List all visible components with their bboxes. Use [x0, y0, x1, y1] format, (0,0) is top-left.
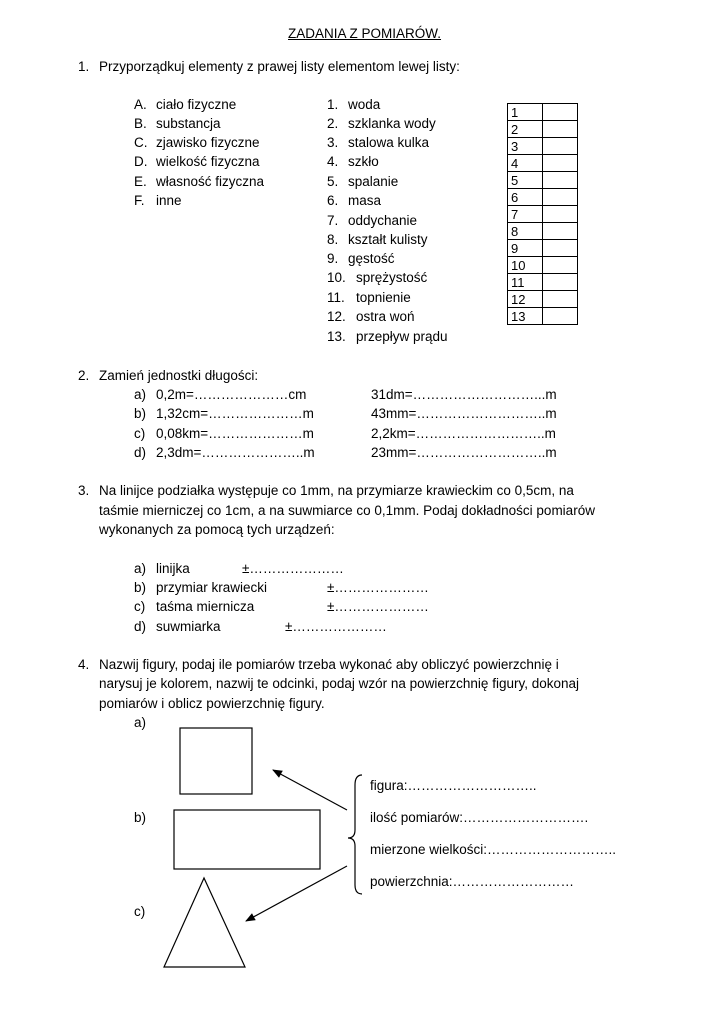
- right-item-label: oddychanie: [348, 213, 418, 228]
- task2-item-left: 0,08km=…………………m: [156, 426, 314, 441]
- answer-row-number: 1: [508, 104, 543, 121]
- task3-line: taśmie mierniczej co 1cm, a na suwmiarce co 0,1mm. Podaj dokładności pomiarów: [99, 503, 595, 518]
- square-shape: [180, 728, 252, 794]
- field-powierzchnia: powierzchnia:………………………: [370, 874, 575, 889]
- task2-item-right: 43mm=………………………..m: [371, 406, 557, 421]
- task3-item-label: przymiar krawiecki: [156, 580, 268, 595]
- task2-item-letter: d): [134, 445, 147, 460]
- task4-line: pomiarów i oblicz powierzchnię figury.: [99, 696, 325, 711]
- answer-row-number: 9: [508, 240, 543, 257]
- task2-item-left: 0,2m=…………………cm: [156, 387, 307, 402]
- right-item-num: 4.: [327, 154, 339, 169]
- right-item-num: 5.: [327, 174, 339, 189]
- right-item-num: 7.: [327, 213, 339, 228]
- task4-line: narysuj je kolorem, nazwij te odcinki, podaj wzór na powierzchnię figury, dokonaj: [99, 676, 579, 691]
- task3-line: Na linijce podziałka występuje co 1mm, na przymiarze krawieckim co 0,5cm, na: [99, 483, 574, 498]
- task1-text: Przyporządkuj elementy z prawej listy elementom lewej listy:: [99, 59, 460, 74]
- answer-row-number: 12: [508, 291, 543, 308]
- left-item-label: substancja: [156, 116, 221, 131]
- left-item-letter: E.: [134, 174, 147, 189]
- task3-item-answer: ±…………………: [242, 561, 344, 576]
- field-figura: figura:………………………..: [370, 778, 537, 793]
- task3-number: 3.: [78, 483, 90, 498]
- task3-item-letter: d): [134, 619, 147, 634]
- rectangle-shape: [174, 810, 320, 869]
- figure-label-a: a): [134, 715, 147, 730]
- task3-item-answer: ±…………………: [327, 580, 429, 595]
- answer-row-number: 11: [508, 274, 543, 291]
- figure-label-b: b): [134, 810, 147, 825]
- curly-brace: [348, 775, 362, 894]
- right-item-num: 3.: [327, 135, 339, 150]
- right-item-num: 9.: [327, 251, 339, 266]
- task2-item-letter: b): [134, 406, 147, 421]
- answer-row-number: 8: [508, 223, 543, 240]
- right-item-num: 6.: [327, 193, 339, 208]
- task2-item-left: 1,32cm=…………………m: [156, 406, 314, 421]
- right-item-num: 13.: [327, 329, 346, 344]
- task1-number: 1.: [78, 59, 90, 74]
- task3-item-label: taśma miernicza: [156, 599, 255, 614]
- page-title: ZADANIA Z POMIARÓW.: [288, 26, 442, 41]
- answer-row-number: 13: [508, 308, 543, 325]
- left-item-label: zjawisko fizyczne: [156, 135, 260, 150]
- answer-row-number: 7: [508, 206, 543, 223]
- triangle-shape: [164, 878, 245, 967]
- task2-item-letter: c): [134, 426, 146, 441]
- task2-item-right: 2,2km=………………………..m: [371, 426, 556, 441]
- task2-item-right: 31dm=………………………...m: [371, 387, 557, 402]
- task4-number: 4.: [78, 657, 90, 672]
- left-item-label: własność fizyczna: [156, 174, 265, 189]
- right-item-label: sprężystość: [356, 270, 428, 285]
- left-item-letter: D.: [134, 154, 148, 169]
- right-item-num: 8.: [327, 232, 339, 247]
- left-item-label: wielkość fizyczna: [156, 154, 260, 169]
- left-item-letter: F.: [134, 193, 145, 208]
- task3-item-letter: b): [134, 580, 147, 595]
- task2-item-left: 2,3dm=…………………..m: [156, 445, 315, 460]
- task2-text: Zamień jednostki długości:: [99, 368, 259, 383]
- right-item-num: 10.: [327, 270, 346, 285]
- right-item-label: szklanka wody: [348, 116, 436, 131]
- field-mierzone-wielkosci: mierzone wielkości:………………………..: [370, 842, 617, 857]
- left-item-letter: A.: [134, 97, 147, 112]
- answer-row-number: 10: [508, 257, 543, 274]
- task4-line: Nazwij figury, podaj ile pomiarów trzeba wykonać aby obliczyć powierzchnię i: [99, 657, 559, 672]
- right-item-label: ostra woń: [356, 309, 415, 324]
- left-item-letter: B.: [134, 116, 147, 131]
- task3-item-label: linijka: [156, 561, 190, 576]
- answer-row-number: 6: [508, 189, 543, 206]
- arrow-down: [246, 866, 347, 921]
- right-item-num: 12.: [327, 309, 346, 324]
- right-item-label: przepływ prądu: [356, 329, 448, 344]
- right-item-label: stalowa kulka: [348, 135, 430, 150]
- task2-item-letter: a): [134, 387, 147, 402]
- figure-label-c: c): [134, 904, 146, 919]
- task3-item-letter: a): [134, 561, 147, 576]
- answer-row-number: 2: [508, 121, 543, 138]
- task3-item-label: suwmiarka: [156, 619, 221, 634]
- field-ilosc-pomiarow: ilość pomiarów:……………………….: [370, 810, 589, 825]
- task3-line: wykonanych za pomocą tych urządzeń:: [99, 522, 335, 537]
- answer-row-number: 3: [508, 138, 543, 155]
- task3-item-answer: ±…………………: [285, 619, 387, 634]
- right-item-label: szkło: [348, 154, 379, 169]
- answer-row-number: 4: [508, 155, 543, 172]
- right-item-label: woda: [348, 97, 381, 112]
- left-item-label: ciało fizyczne: [156, 97, 237, 112]
- task2-number: 2.: [78, 368, 90, 383]
- right-item-label: masa: [348, 193, 382, 208]
- right-item-label: spalanie: [348, 174, 399, 189]
- right-item-label: kształt kulisty: [348, 232, 428, 247]
- right-item-num: 2.: [327, 116, 339, 131]
- left-item-letter: C.: [134, 135, 148, 150]
- answer-row-number: 5: [508, 172, 543, 189]
- task3-item-letter: c): [134, 599, 146, 614]
- right-item-num: 1.: [327, 97, 339, 112]
- right-item-num: 11.: [327, 290, 345, 305]
- task3-item-answer: ±…………………: [327, 599, 429, 614]
- task2-item-right: 23mm=………………………..m: [371, 445, 557, 460]
- right-item-label: gęstość: [348, 251, 395, 266]
- arrow-up: [273, 770, 347, 810]
- right-item-label: topnienie: [356, 290, 411, 305]
- left-item-label: inne: [156, 193, 182, 208]
